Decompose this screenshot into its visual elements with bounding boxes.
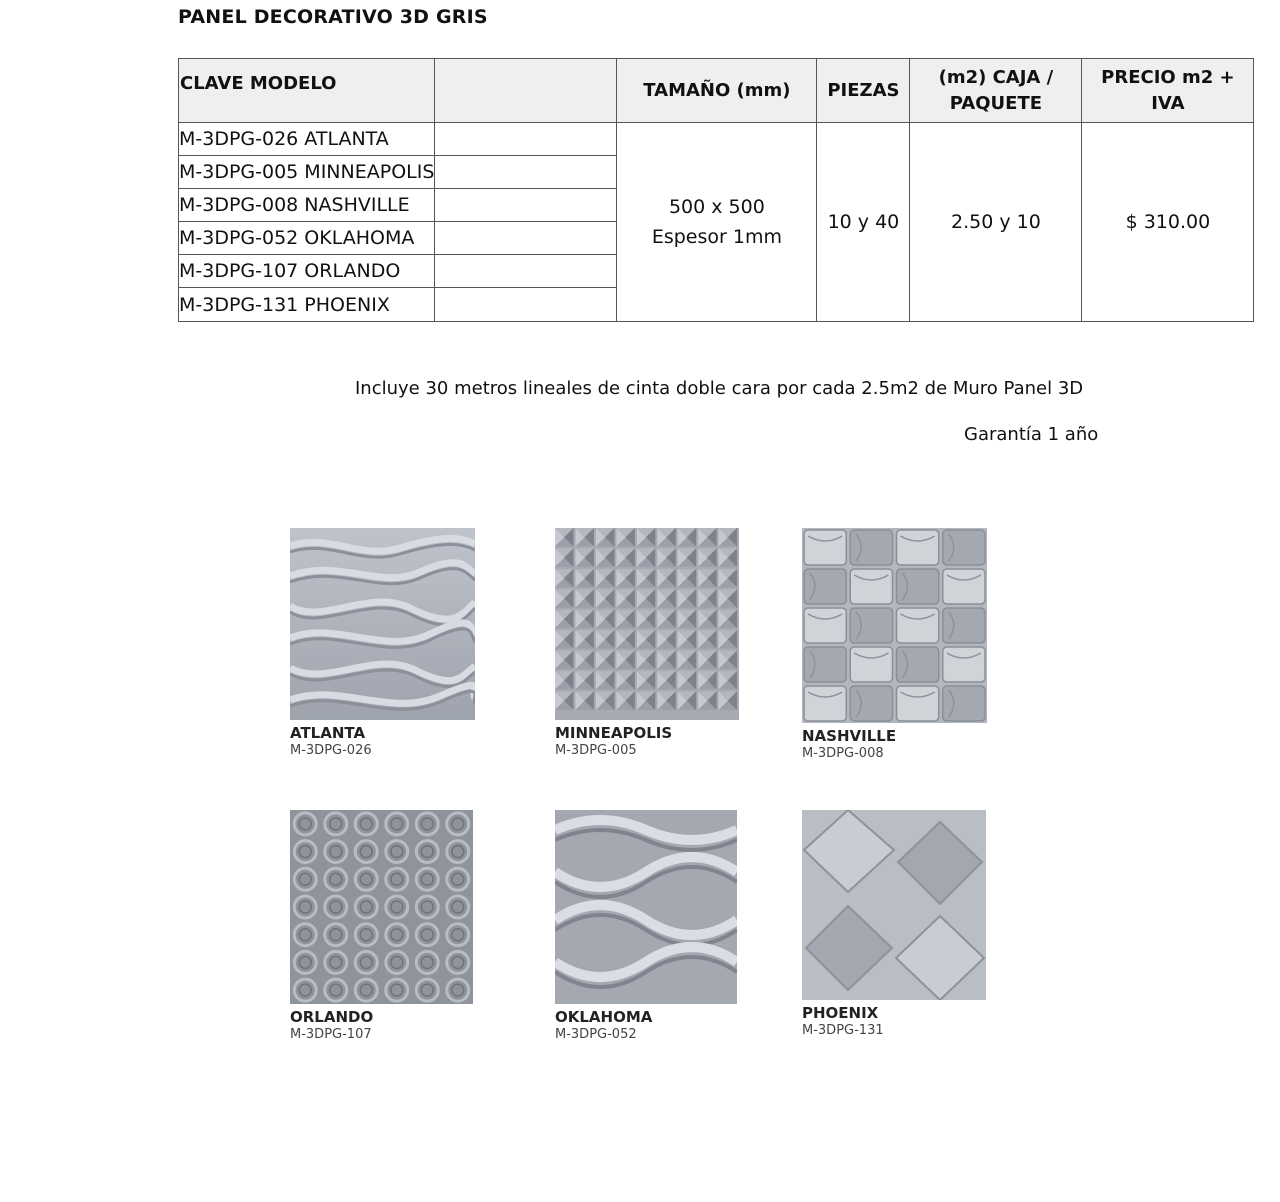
tape-note: Incluye 30 metros lineales de cinta doble cara por cada 2.5m2 de Muro Panel 3D	[355, 378, 1084, 399]
model-code-cell: M-3DPG-052 OKLAHOMA	[179, 222, 435, 255]
tile-name: ATLANTA	[290, 724, 366, 742]
model-code-cell: M-3DPG-107 ORLANDO	[179, 255, 435, 288]
model-spacer-cell	[435, 255, 617, 288]
tile-name: ORLANDO	[290, 1008, 374, 1026]
model-spacer-cell	[435, 123, 617, 156]
model-code-cell: M-3DPG-131 PHOENIX	[179, 288, 435, 322]
oklahoma-panel-image	[555, 810, 737, 1004]
tile-orlando	[290, 810, 473, 1042]
model-spacer-cell	[435, 189, 617, 222]
espesor-value: Espesor 1mm	[651, 226, 782, 248]
header-spacer	[435, 59, 617, 123]
tile-name: PHOENIX	[802, 1004, 879, 1022]
header-precio-line1: PRECIO m2 +	[1101, 66, 1235, 88]
warranty-note: Garantía 1 año	[964, 424, 1099, 445]
piezas-cell: 10 y 40	[817, 123, 910, 322]
tile-name: OKLAHOMA	[555, 1008, 653, 1026]
tile-code: M-3DPG-008	[802, 746, 884, 761]
tile-code: M-3DPG-052	[555, 1027, 637, 1042]
header-tamano: TAMAÑO (mm)	[617, 59, 817, 123]
model-spacer-cell	[435, 222, 617, 255]
nashville-panel-image	[802, 528, 987, 723]
tile-atlanta	[290, 528, 475, 758]
caja-cell: 2.50 y 10	[910, 123, 1082, 322]
model-spacer-cell	[435, 156, 617, 189]
header-clave-modelo: CLAVE MODELO	[179, 59, 435, 123]
tile-nashville	[802, 528, 987, 761]
precio-cell: $ 310.00	[1082, 123, 1254, 322]
orlando-panel-image	[290, 810, 473, 1004]
atlanta-panel-image	[290, 528, 475, 720]
tile-name: MINNEAPOLIS	[555, 724, 673, 742]
table-header-row	[179, 59, 1254, 123]
model-code-cell: M-3DPG-026 ATLANTA	[179, 123, 435, 156]
tile-name: NASHVILLE	[802, 727, 897, 745]
tamano-value: 500 x 500	[668, 196, 765, 218]
model-spacer-cell	[435, 288, 617, 322]
model-code-cell: M-3DPG-005 MINNEAPOLIS	[179, 156, 435, 189]
table-row	[179, 123, 1254, 156]
tile-code: M-3DPG-026	[290, 743, 372, 758]
tile-code: M-3DPG-107	[290, 1027, 372, 1042]
header-caja-line2: PAQUETE	[949, 92, 1043, 114]
tile-code: M-3DPG-005	[555, 743, 637, 758]
header-precio-line2: IVA	[1151, 92, 1185, 114]
page-title: PANEL DECORATIVO 3D GRIS	[178, 6, 488, 28]
tamano-cell	[617, 123, 817, 322]
tile-phoenix	[802, 810, 986, 1038]
phoenix-panel-image	[802, 810, 986, 1000]
header-precio	[1082, 59, 1254, 123]
header-piezas: PIEZAS	[817, 59, 910, 123]
tile-oklahoma	[555, 810, 737, 1042]
model-code-cell: M-3DPG-008 NASHVILLE	[179, 189, 435, 222]
tile-minneapolis	[555, 528, 739, 758]
header-caja-line1: (m2) CAJA /	[938, 66, 1054, 88]
header-caja	[910, 59, 1082, 123]
spec-table	[178, 58, 1254, 322]
tile-code: M-3DPG-131	[802, 1023, 884, 1038]
minneapolis-panel-image	[555, 528, 739, 720]
